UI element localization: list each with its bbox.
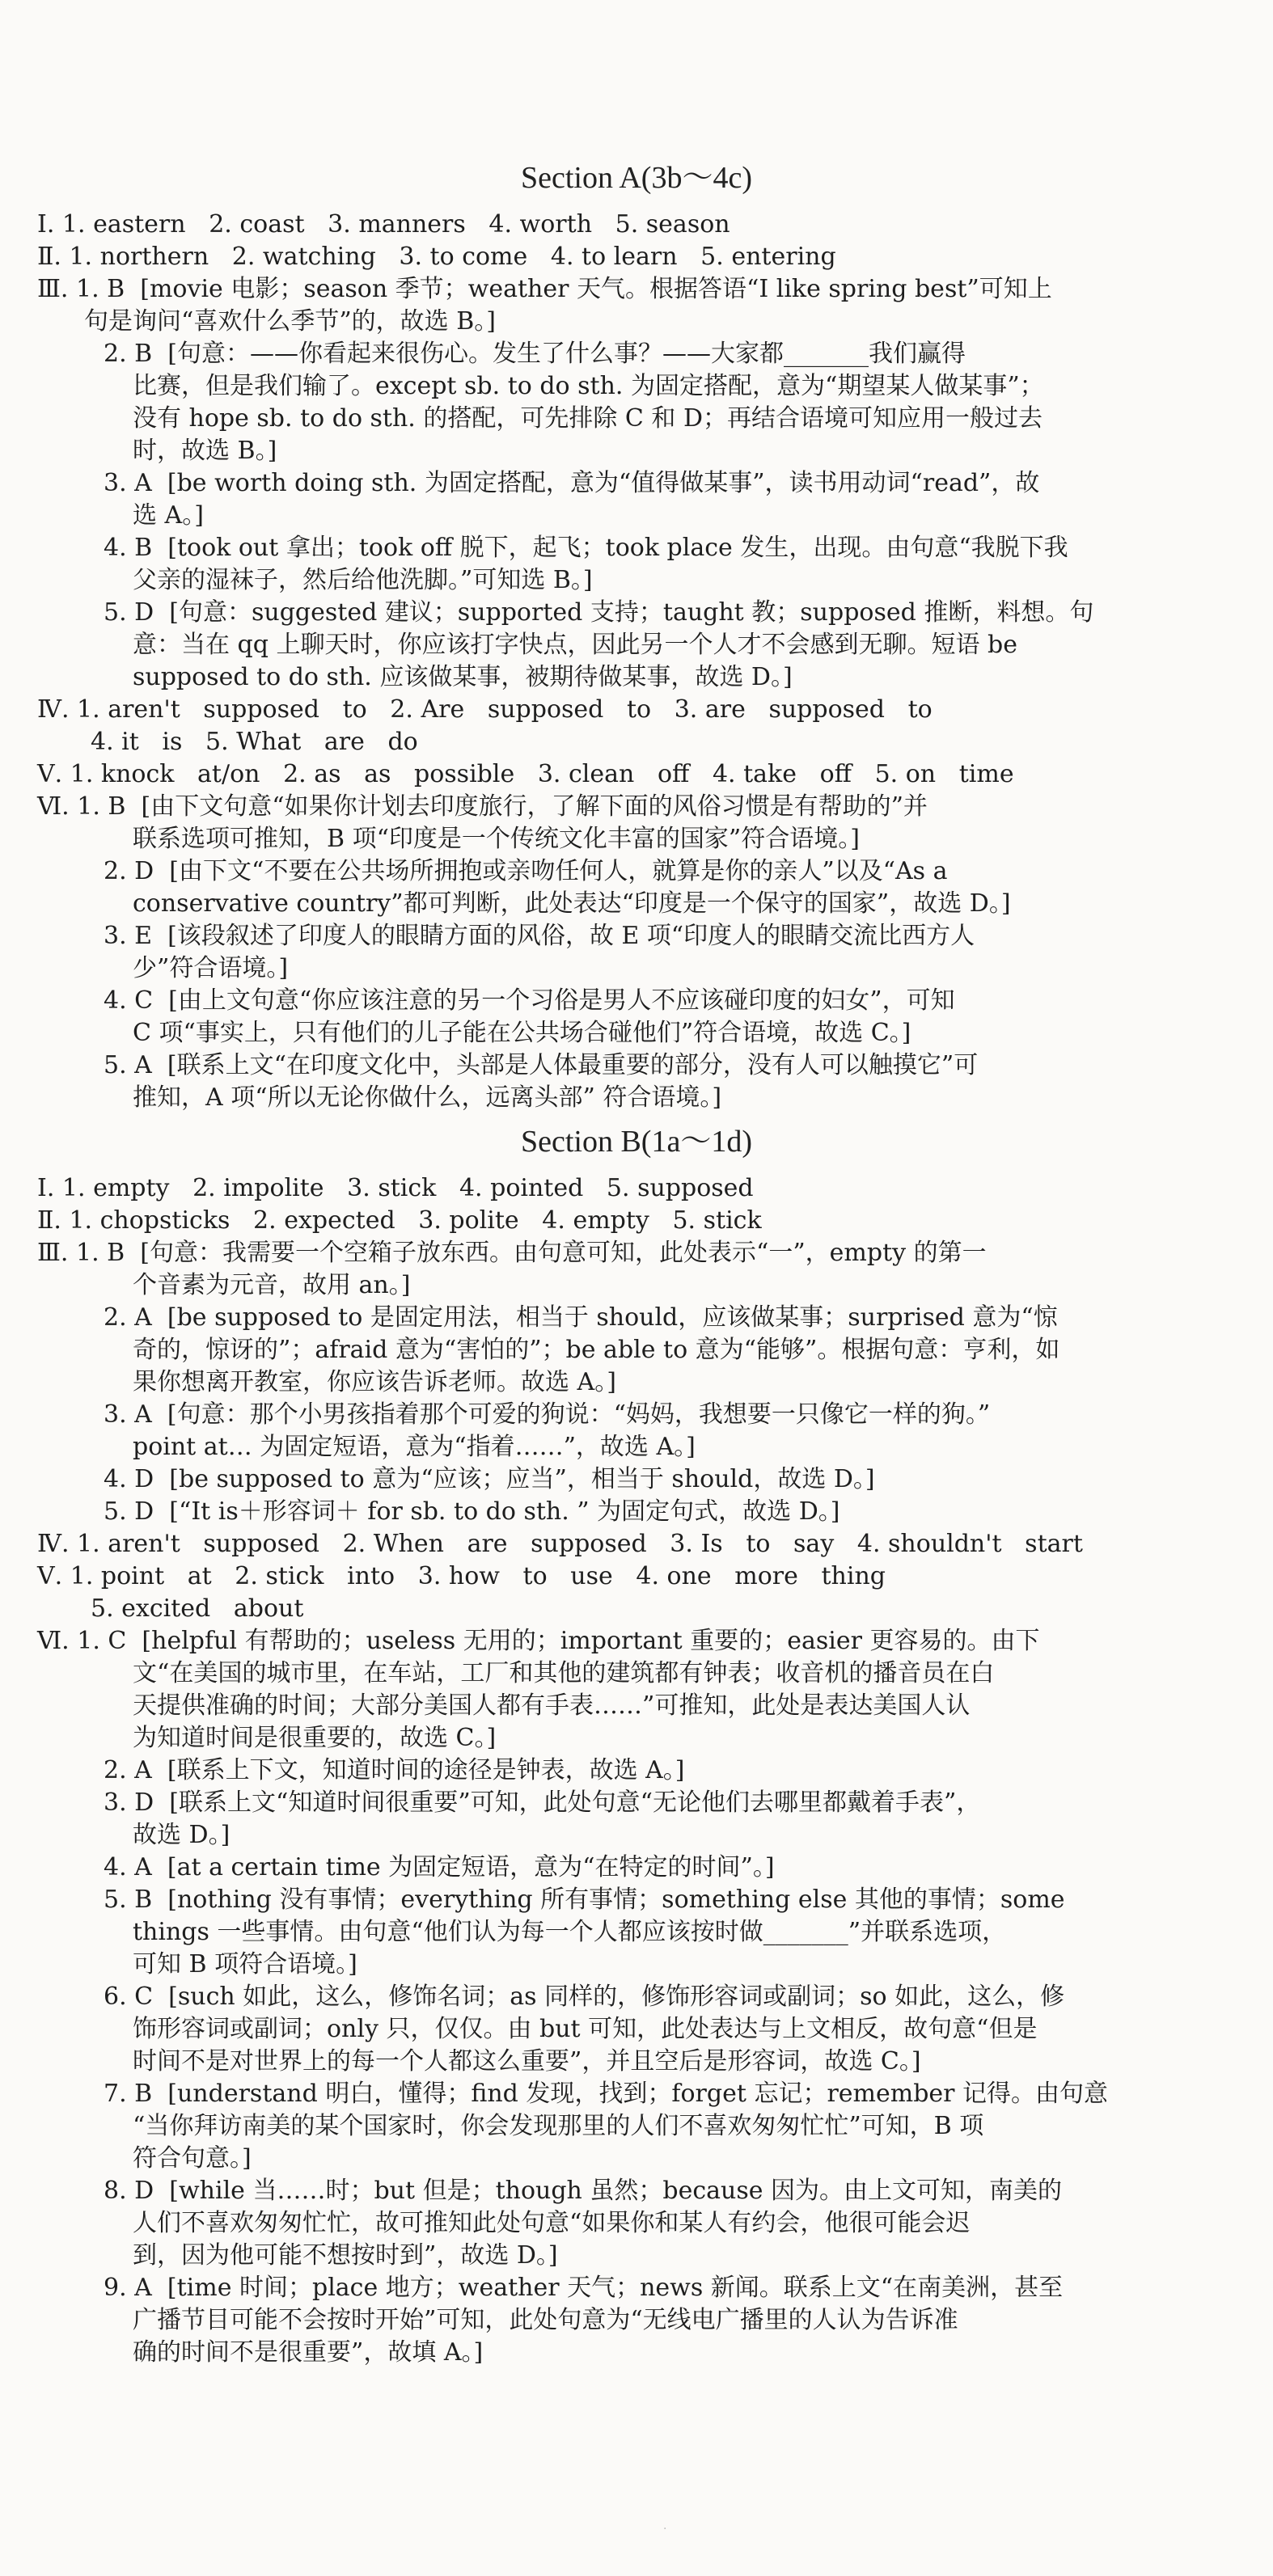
answer-line: 3. D [联系上文“知道时间很重要”可知，此处句意“无论他们去哪里都戴着手表”，	[104, 1788, 981, 1817]
answer-line: 5. excited about	[91, 1594, 304, 1623]
answer-line: 确的时间不是很重要”，故填 A。]	[133, 2338, 484, 2367]
answer-line: 4. A [at a certain time 为固定短语，意为“在特定的时间”。]	[104, 1853, 775, 1881]
answer-line: 5. D [“It is＋形容词＋ for sb. to do sth. ” 为固定句式，故选 D。]	[104, 1497, 840, 1526]
answer-line: 推知，A 项“所以无论你做什么，远离头部” 符合语境。]	[133, 1083, 722, 1112]
answer-line: supposed to do sth. 应该做某事，被期待做某事，故选 D。]	[133, 663, 793, 691]
answer-line: 3. A [be worth doing sth. 为固定搭配，意为“值得做某事”，读书用动词“read”，故	[104, 469, 1040, 497]
answer-line: 2. A [联系上下文，知道时间的途径是钟表，故选 A。]	[104, 1756, 685, 1784]
answer-line: 时，故选 B。]	[133, 437, 277, 465]
answer-line: 为知道时间是很重要的，故选 C。]	[133, 1724, 497, 1752]
answer-line: 人们不喜欢匆匆忙忙，故可推知此处句意“如果你和某人有约会，他很可能会迟	[133, 2209, 971, 2237]
answer-line: Ⅱ. 1. northern 2. watching 3. to come 4. to learn 5. entering	[37, 243, 836, 271]
answer-line: Ⅰ. 1. eastern 2. coast 3. manners 4. worth 5. season	[37, 210, 730, 239]
answer-line: Ⅲ. 1. B [句意：我需要一个空箱子放东西。由句意可知，此处表示“一”，empty 的第一	[37, 1239, 987, 1267]
answer-line: Ⅴ. 1. point at 2. stick into 3. how to use 4. one more thing	[37, 1562, 886, 1590]
answer-line: 选 A。]	[133, 501, 204, 530]
answer-line: 5. D [句意：suggested 建议；supported 支持；taught 教；supposed 推断，料想。句	[104, 598, 1094, 627]
answer-line: Ⅲ. 1. B [movie 电影；season 季节；weather 天气。根据答语“I like spring best”可知上	[37, 275, 1052, 303]
answer-line: 比赛，但是我们输了。except sb. to do sth. 为固定搭配，意为“期望某人做某事”；	[133, 372, 1044, 400]
answer-line: things 一些事情。由句意“他们认为每一个人都应该按时做_______”并联系选项，	[133, 1918, 1007, 1946]
answer-line: 8. D [while 当……时；but 但是；though 虽然；because 因为。由上文可知，南美的	[104, 2177, 1063, 2205]
answer-line: 4. B [took out 拿出；took off 脱下，起飞；took place 发生，出现。由句意“我脱下我	[104, 534, 1068, 562]
answer-line: 故选 D。]	[133, 1821, 230, 1849]
answer-line: 2. B [句意：——你看起来很伤心。发生了什么事？——大家都_______我们赢得	[104, 340, 966, 368]
answer-line: 果你想离开教室，你应该告诉老师。故选 A。]	[133, 1368, 616, 1396]
answer-line: C 项“事实上，只有他们的儿子能在公共场合碰他们”符合语境，故选 C。]	[133, 1019, 911, 1047]
answer-line: 广播节目可能不会按时开始”可知，此处句意为“无线电广播里的人认为告诉准	[133, 2306, 958, 2334]
answer-line: 到，因为他可能不想按时到”，故选 D。]	[133, 2241, 558, 2270]
answer-line: conservative country”都可判断，此处表达“印度是一个保守的国家”，故选 D。]	[133, 889, 1011, 918]
section-b-title: Section B(1a～1d)	[520, 1125, 752, 1159]
answer-line: Ⅳ. 1. aren't supposed to 2. Are supposed to 3. are supposed to	[37, 695, 933, 724]
answer-line: 没有 hope sb. to do sth. 的搭配，可先排除 C 和 D；再结合语境可知应用一般过去	[133, 404, 1043, 433]
answer-line: Ⅱ. 1. chopsticks 2. expected 3. polite 4. empty 5. stick	[37, 1206, 762, 1235]
answer-line: 个音素为元音，故用 an。]	[133, 1271, 411, 1299]
answer-line: 文“在美国的城市里，在车站，工厂和其他的建筑都有钟表；收音机的播音员在白	[133, 1659, 995, 1687]
answer-line: 天提供准确的时间；大部分美国人都有手表……”可推知，此处是表达美国人认	[133, 1691, 971, 1720]
answer-line: 9. A [time 时间；place 地方；weather 天气；news 新闻。联系上文“在南美洲，甚至	[104, 2274, 1064, 2302]
answer-line: 饰形容词或副词；only 只，仅仅。由 but 可知，此处表达与上文相反，故句意“但是	[133, 2015, 1038, 2043]
answer-line: 4. C [由上文句意“你应该注意的另一个习俗是男人不应该碰印度的妇女”，可知	[104, 986, 955, 1015]
answer-line: Ⅰ. 1. empty 2. impolite 3. stick 4. pointed 5. supposed	[37, 1174, 754, 1202]
answer-line: 6. C [such 如此，这么，修饰名词；as 同样的，修饰形容词或副词；so 如此，这么，修	[104, 1983, 1065, 2011]
answer-line: 联系选项可推知，B 项“印度是一个传统文化丰富的国家”符合语境。]	[133, 825, 860, 853]
answer-line: 时间不是对世界上的每一个人都这么重要”，并且空后是形容词，故选 C。]	[133, 2047, 921, 2076]
answer-line: 父亲的湿袜子，然后给他洗脚。”可知选 B。]	[133, 566, 593, 594]
answer-line: 奇的，惊讶的”；afraid 意为“害怕的”；be able to 意为“能够”。根据句意：亨利，如	[133, 1336, 1060, 1364]
answer-line: 4. it is 5. What are do	[91, 728, 418, 756]
answer-line: 3. E [该段叙述了印度人的眼睛方面的风俗，故 E 项“印度人的眼睛交流比西方人	[104, 922, 975, 950]
answer-line: 2. A [be supposed to 是固定用法，相当于 should，应该做某事；surprised 意为“惊	[104, 1303, 1058, 1332]
answer-line: 符合句意。]	[133, 2144, 252, 2173]
answer-line: 7. B [understand 明白，懂得；find 发现，找到；forget 忘记；remember 记得。由句意	[104, 2080, 1109, 2108]
answer-line: 少”符合语境。]	[133, 954, 289, 982]
answer-line: 句是询问“喜欢什么季节”的，故选 B。]	[84, 307, 496, 336]
answer-line: 4. D [be supposed to 意为“应该；应当”，相当于 should，故选 D。]	[104, 1465, 875, 1493]
page-mark: ·	[663, 2523, 667, 2536]
answer-line: 5. A [联系上文“在印度文化中，头部是人体最重要的部分，没有人可以触摸它”可	[104, 1051, 979, 1079]
section-a-title: Section A(3b～4c)	[520, 161, 752, 195]
answer-line: Ⅵ. 1. B [由下文句意“如果你计划去印度旅行，了解下面的风俗习惯是有帮助的”并	[37, 792, 928, 821]
answer-line: point at… 为固定短语，意为“指着……”，故选 A。]	[133, 1433, 696, 1461]
answer-line: 意：当在 qq 上聊天时，你应该打字快点，因此另一个人才不会感到无聊。短语 be	[133, 631, 1017, 659]
answer-line: 可知 B 项符合语境。]	[133, 1950, 357, 1978]
answer-line: 2. D [由下文“不要在公共场所拥抱或亲吻任何人，就算是你的亲人”以及“As a	[104, 857, 948, 885]
answer-line: “当你拜访南美的某个国家时，你会发现那里的人们不喜欢匆匆忙忙”可知，B 项	[133, 2112, 984, 2140]
answer-line: Ⅳ. 1. aren't supposed 2. When are supposed 3. Is to say 4. shouldn't start	[37, 1530, 1083, 1558]
answer-line: 3. A [句意：那个小男孩指着那个可爱的狗说：“妈妈，我想要一只像它一样的狗。”	[104, 1400, 991, 1429]
answer-line: 5. B [nothing 没有事情；everything 所有事情；something else 其他的事情；some	[104, 1886, 1065, 1914]
answer-line: Ⅵ. 1. C [helpful 有帮助的；useless 无用的；important 重要的；easier 更容易的。由下	[37, 1627, 1040, 1655]
answer-line: Ⅴ. 1. knock at/on 2. as as possible 3. clean off 4. take off 5. on time	[37, 760, 1014, 788]
